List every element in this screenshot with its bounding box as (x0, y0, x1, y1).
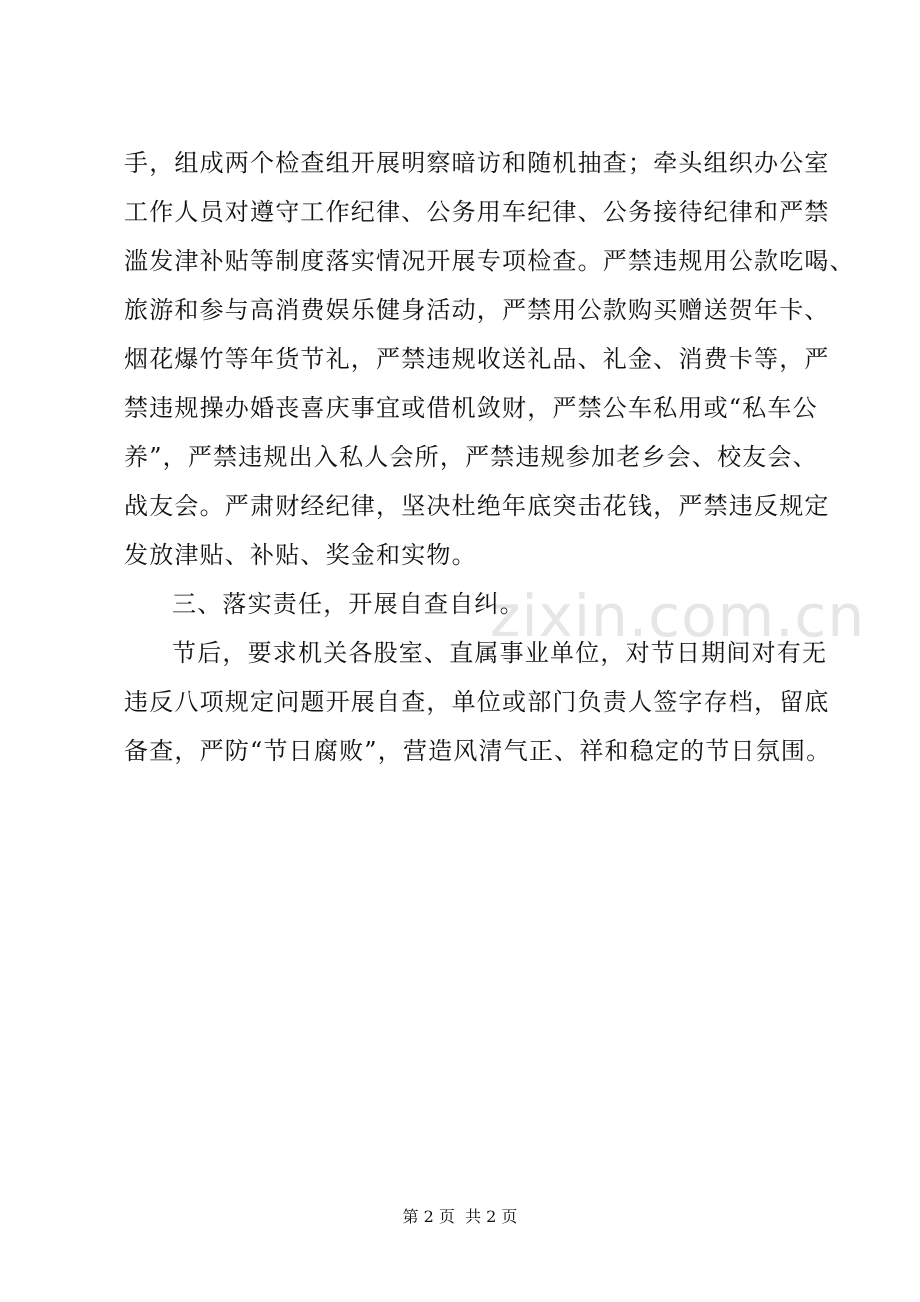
body-line: 发放津贴、补贴、奖金和实物。 (124, 541, 477, 569)
section-heading: 三、落实责任，开展自查自纠。 (172, 590, 525, 618)
body-line: 滥发津补贴等制度落实情况开展专项检查。严禁违规用公款吃喝、 (124, 247, 855, 275)
page-footer: 第 2 页 共 2 页 (402, 1207, 518, 1226)
body-line: 烟花爆竹等年货节礼，严禁违规收送礼品、礼金、消费卡等，严 (124, 345, 830, 373)
watermark: zixin.com.cn (490, 582, 866, 650)
body-line: 禁违规操办婚丧喜庆事宜或借机敛财，严禁公车私用或“私车公 (124, 394, 818, 422)
paragraph-line: 节后，要求机关各股室、直属事业单位，对节日期间对有无 (172, 639, 828, 667)
document-body (124, 144, 855, 771)
body-line: 战友会。严肃财经纪律，坚决杜绝年底突击花钱，严禁违反规定 (124, 492, 830, 520)
body-line: 养”，严禁违规出入私人会所，严禁违规参加老乡会、校友会、 (124, 443, 818, 471)
body-line: 旅游和参与高消费娱乐健身活动，严禁用公款购买赠送贺年卡、 (124, 296, 830, 324)
paragraph-line: 备查，严防“节日腐败”，营造风清气正、祥和稳定的节日氛围。 (124, 737, 832, 765)
body-line: 手，组成两个检查组开展明察暗访和随机抽查；牵头组织办公室 (124, 149, 830, 177)
body-line: 工作人员对遵守工作纪律、公务用车纪律、公务接待纪律和严禁 (124, 198, 830, 226)
paragraph-line: 违反八项规定问题开展自查，单位或部门负责人签字存档，留底 (124, 688, 830, 716)
